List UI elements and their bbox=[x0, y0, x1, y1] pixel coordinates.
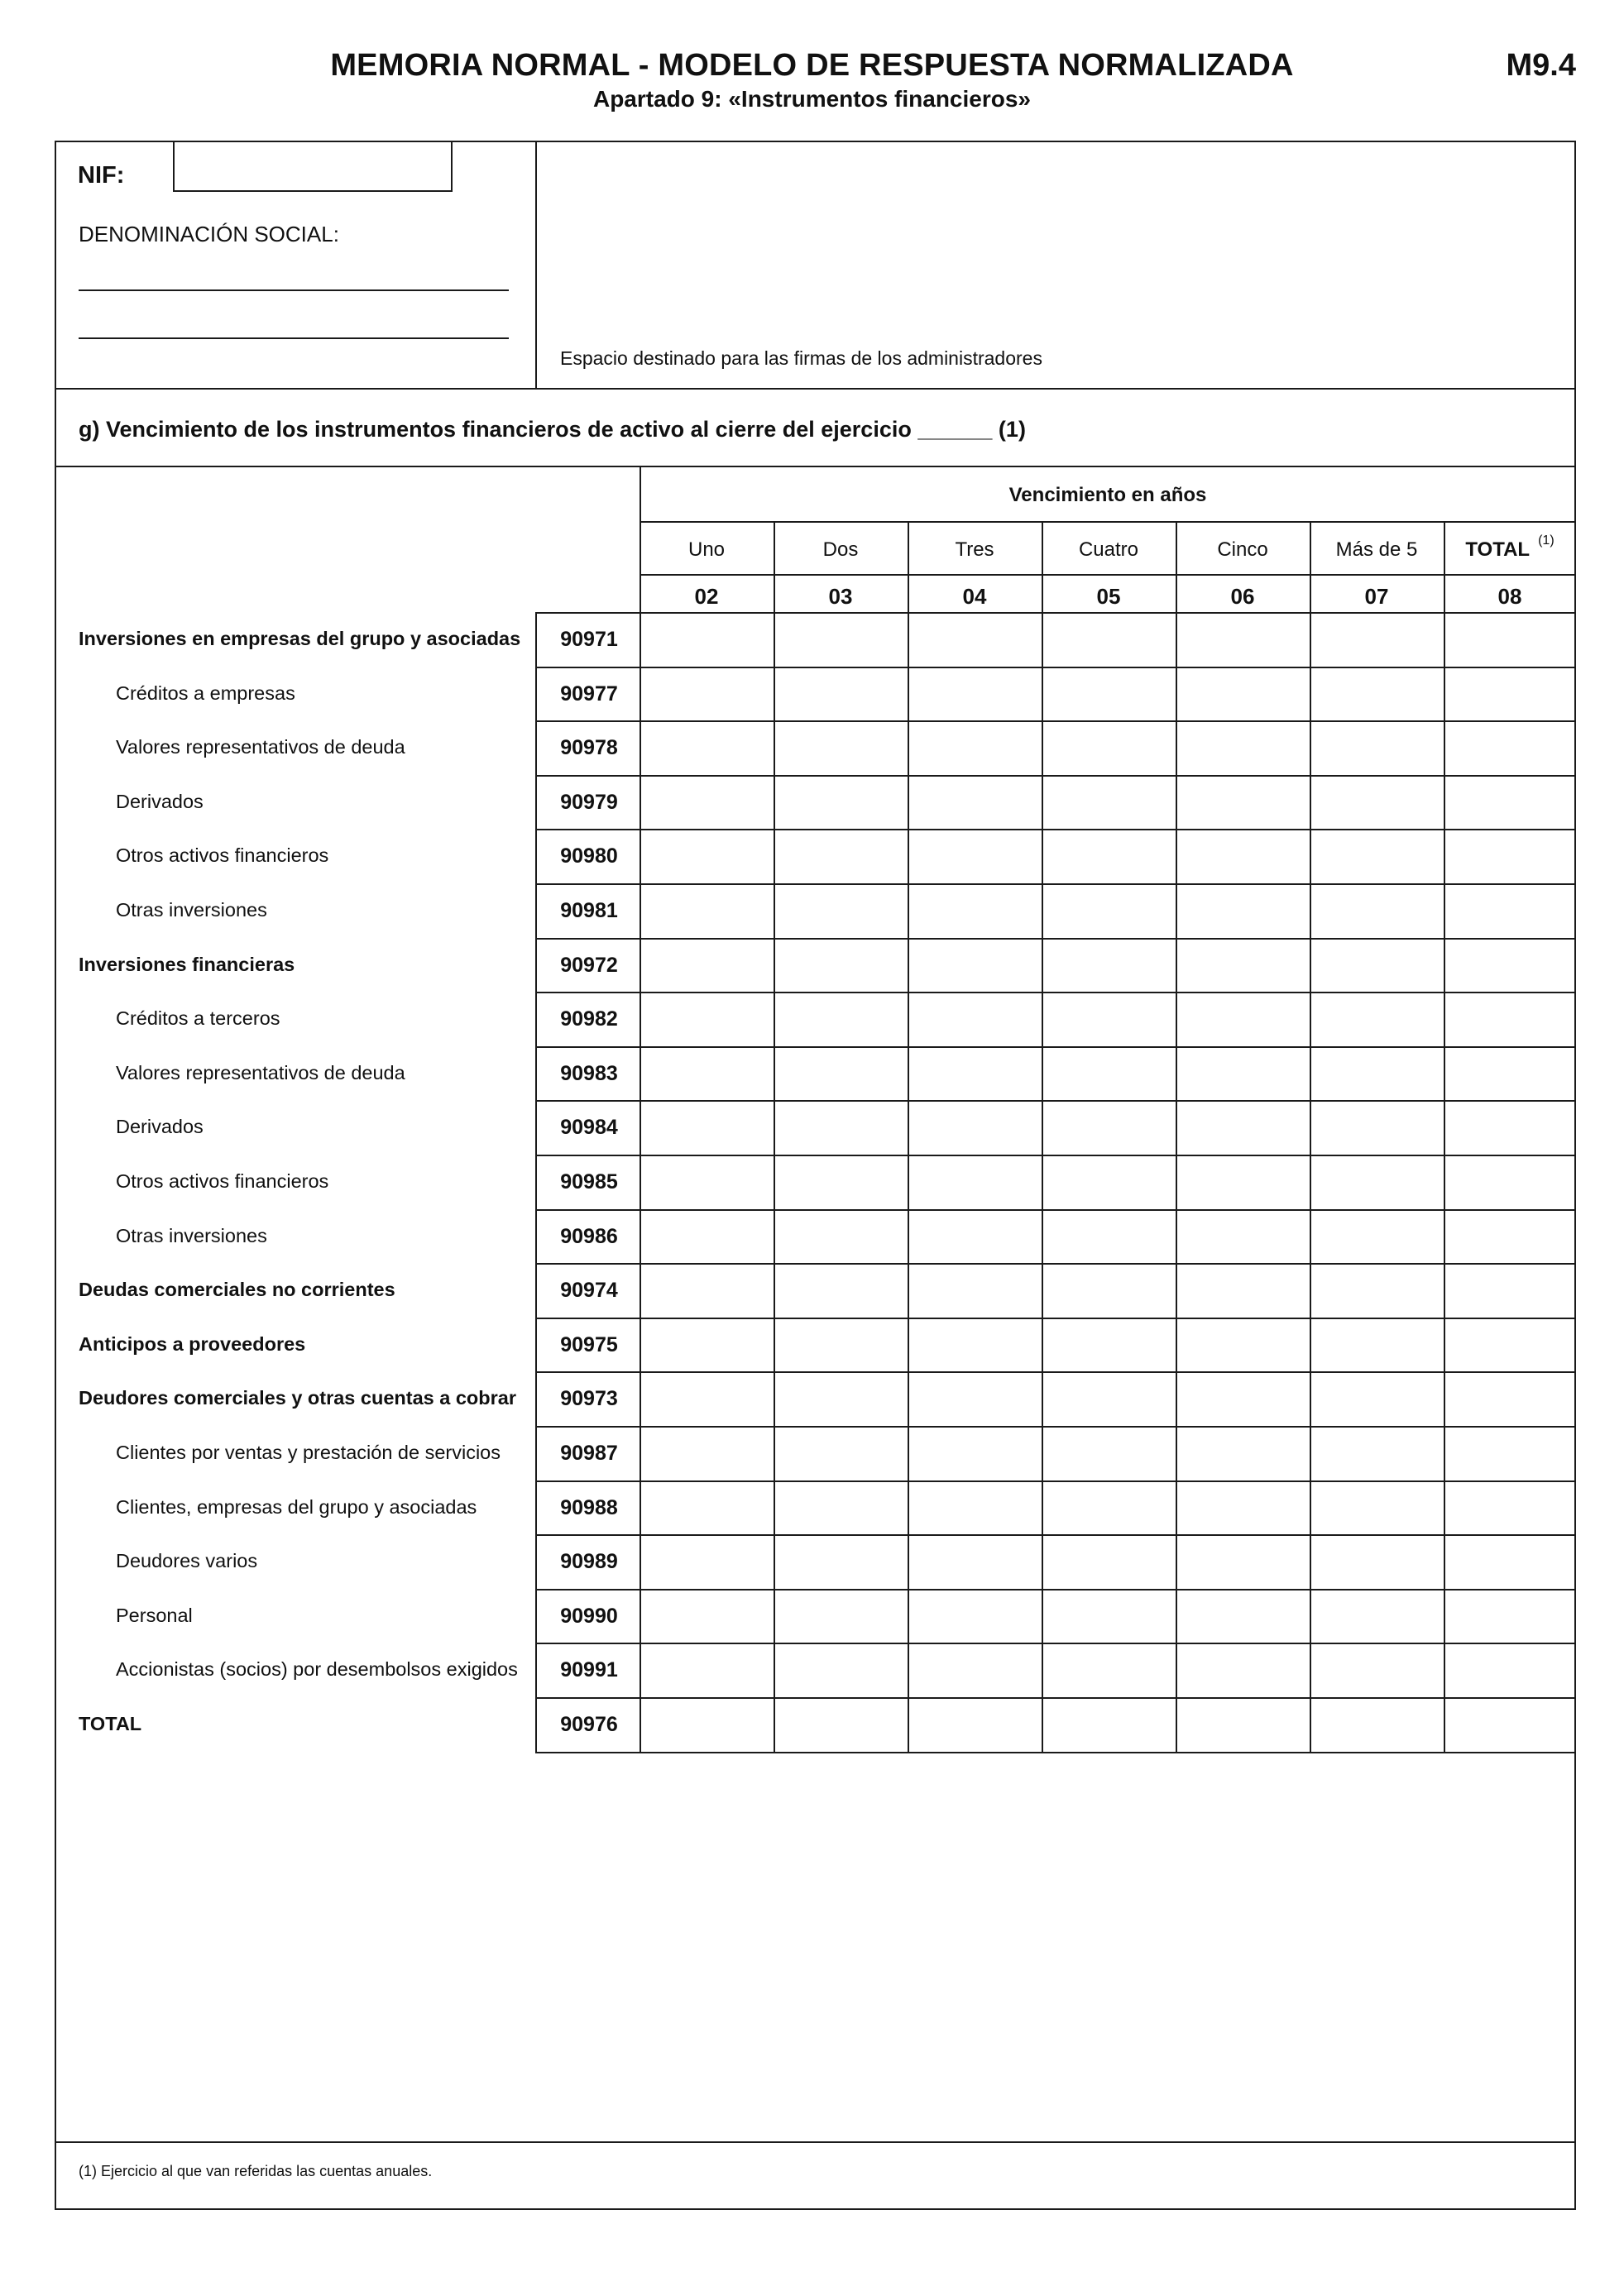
amount-input-cell[interactable] bbox=[642, 1428, 772, 1479]
column-code: 06 bbox=[1230, 584, 1255, 609]
column-divider bbox=[774, 521, 775, 1752]
amount-input-cell[interactable] bbox=[1178, 1428, 1308, 1479]
amount-input-cell[interactable] bbox=[1446, 1103, 1574, 1153]
section-title: g) Vencimiento de los instrumentos financieros de activo al cierre del ejercicio ______ (1) bbox=[79, 417, 1026, 442]
footnote-rule bbox=[55, 2141, 1576, 2143]
amount-input-cell[interactable] bbox=[1178, 1212, 1308, 1262]
amount-input-cell[interactable] bbox=[642, 1212, 772, 1262]
amount-input-cell[interactable] bbox=[776, 1428, 906, 1479]
amount-input-cell[interactable] bbox=[776, 1157, 906, 1208]
column-header-label: Tres bbox=[955, 538, 994, 561]
form-subtitle: Apartado 9: «Instrumentos financieros» bbox=[592, 86, 1031, 112]
column-divider bbox=[1042, 521, 1043, 1752]
header-rule-2 bbox=[640, 574, 1576, 576]
row-label: Créditos a empresas bbox=[116, 682, 295, 704]
amount-input-cell[interactable] bbox=[776, 669, 906, 720]
amount-input-cell[interactable] bbox=[1044, 777, 1174, 828]
amount-input-cell[interactable] bbox=[1044, 1265, 1174, 1316]
nif-label: NIF: bbox=[78, 162, 125, 189]
row-code: 90991 bbox=[560, 1658, 618, 1682]
amount-input-cell[interactable] bbox=[1178, 1537, 1308, 1587]
row-code: 90978 bbox=[560, 736, 618, 760]
amount-input-cell[interactable] bbox=[1178, 1700, 1308, 1750]
amount-input-cell[interactable] bbox=[910, 1265, 1040, 1316]
amount-input-cell[interactable] bbox=[910, 1537, 1040, 1587]
row-label: Personal bbox=[116, 1604, 193, 1626]
amount-input-cell[interactable] bbox=[1178, 1374, 1308, 1424]
amount-input-cell[interactable] bbox=[776, 1700, 906, 1750]
footnote-ref: (1) bbox=[1538, 533, 1555, 548]
amount-input-cell[interactable] bbox=[1044, 994, 1174, 1045]
amount-input-cell[interactable] bbox=[642, 1049, 772, 1099]
amount-input-cell[interactable] bbox=[910, 994, 1040, 1045]
denominacion-label: DENOMINACIÓN SOCIAL: bbox=[79, 222, 339, 246]
amount-input-cell[interactable] bbox=[1044, 1700, 1174, 1750]
row-label: Otros activos financieros bbox=[116, 844, 329, 867]
amount-input-cell[interactable] bbox=[1312, 1428, 1442, 1479]
row-code: 90988 bbox=[560, 1495, 618, 1519]
amount-input-cell[interactable] bbox=[642, 669, 772, 720]
row-label: Derivados bbox=[116, 1116, 204, 1138]
column-code: 07 bbox=[1364, 584, 1389, 609]
row-rule bbox=[535, 1100, 1576, 1102]
amount-input-cell[interactable] bbox=[1178, 1483, 1308, 1533]
row-code: 90980 bbox=[560, 844, 618, 868]
amount-input-cell[interactable] bbox=[910, 1103, 1040, 1153]
amount-input-cell[interactable] bbox=[1044, 1320, 1174, 1370]
amount-input-cell[interactable] bbox=[1446, 886, 1574, 936]
amount-input-cell[interactable] bbox=[642, 1103, 772, 1153]
amount-input-cell[interactable] bbox=[910, 1049, 1040, 1099]
row-rule bbox=[535, 1752, 1576, 1753]
row-label: Otras inversiones bbox=[116, 1224, 267, 1246]
amount-input-cell[interactable] bbox=[1312, 1537, 1442, 1587]
amount-input-cell[interactable] bbox=[910, 615, 1040, 665]
row-rule bbox=[535, 1318, 1576, 1319]
amount-input-cell[interactable] bbox=[776, 1537, 906, 1587]
row-label: Inversiones financieras bbox=[79, 953, 295, 975]
amount-input-cell[interactable] bbox=[776, 777, 906, 828]
amount-input-cell[interactable] bbox=[910, 831, 1040, 882]
row-rule bbox=[535, 1534, 1576, 1536]
amount-input-cell[interactable] bbox=[1312, 994, 1442, 1045]
row-rule bbox=[535, 992, 1576, 993]
amount-input-cell[interactable] bbox=[1446, 1374, 1574, 1424]
amount-input-cell[interactable] bbox=[1312, 777, 1442, 828]
row-label: Accionistas (socios) por desembolsos exigidos bbox=[116, 1658, 518, 1681]
column-header-label: Cinco bbox=[1217, 538, 1268, 561]
row-label: Deudores comerciales y otras cuentas a cobrar bbox=[79, 1387, 516, 1409]
denominacion-field-line-2[interactable] bbox=[79, 337, 509, 339]
amount-input-cell[interactable] bbox=[910, 669, 1040, 720]
firmas-area[interactable] bbox=[538, 142, 1574, 387]
row-code: 90990 bbox=[560, 1604, 618, 1628]
amount-input-cell[interactable] bbox=[642, 831, 772, 882]
amount-input-cell[interactable] bbox=[1044, 940, 1174, 991]
amount-input-cell[interactable] bbox=[1312, 723, 1442, 773]
rows-top-rule bbox=[535, 612, 1576, 614]
amount-input-cell[interactable] bbox=[1446, 1700, 1574, 1750]
amount-input-cell[interactable] bbox=[1446, 1537, 1574, 1587]
amount-input-cell[interactable] bbox=[1312, 669, 1442, 720]
amount-input-cell[interactable] bbox=[642, 1483, 772, 1533]
amount-input-cell[interactable] bbox=[1446, 1591, 1574, 1642]
amount-input-cell[interactable] bbox=[776, 615, 906, 665]
row-label: Deudores varios bbox=[116, 1550, 258, 1572]
row-code: 90973 bbox=[560, 1387, 618, 1411]
firmas-caption: Espacio destinado para las firmas de los administradores bbox=[560, 347, 1042, 369]
nif-field[interactable] bbox=[173, 141, 453, 192]
amount-input-cell[interactable] bbox=[1178, 1265, 1308, 1316]
amount-input-cell[interactable] bbox=[776, 886, 906, 936]
amount-input-cell[interactable] bbox=[1446, 994, 1574, 1045]
amount-input-cell[interactable] bbox=[1446, 1645, 1574, 1696]
amount-input-cell[interactable] bbox=[642, 723, 772, 773]
amount-input-cell[interactable] bbox=[1312, 1700, 1442, 1750]
row-rule bbox=[535, 938, 1576, 940]
amount-input-cell[interactable] bbox=[1446, 1212, 1574, 1262]
row-rule bbox=[535, 1426, 1576, 1428]
column-code: 02 bbox=[694, 584, 719, 609]
column-divider bbox=[908, 521, 909, 1752]
amount-input-cell[interactable] bbox=[1312, 1483, 1442, 1533]
amount-input-cell[interactable] bbox=[910, 1591, 1040, 1642]
amount-input-cell[interactable] bbox=[776, 1374, 906, 1424]
row-label: Otras inversiones bbox=[116, 899, 267, 921]
row-code: 90981 bbox=[560, 899, 618, 922]
amount-input-cell[interactable] bbox=[642, 1700, 772, 1750]
row-rule bbox=[535, 1209, 1576, 1211]
amount-input-cell[interactable] bbox=[776, 1049, 906, 1099]
table-left-border bbox=[640, 466, 641, 1752]
amount-input-cell[interactable] bbox=[910, 1374, 1040, 1424]
amount-input-cell[interactable] bbox=[776, 1483, 906, 1533]
amount-input-cell[interactable] bbox=[1178, 615, 1308, 665]
amount-input-cell[interactable] bbox=[1044, 1374, 1174, 1424]
amount-input-cell[interactable] bbox=[1312, 940, 1442, 991]
amount-input-cell[interactable] bbox=[776, 940, 906, 991]
row-rule bbox=[535, 1155, 1576, 1156]
amount-input-cell[interactable] bbox=[1178, 886, 1308, 936]
amount-input-cell[interactable] bbox=[910, 1212, 1040, 1262]
amount-input-cell[interactable] bbox=[1044, 831, 1174, 882]
amount-input-cell[interactable] bbox=[1446, 669, 1574, 720]
column-header bbox=[1310, 538, 1444, 562]
row-code: 90975 bbox=[560, 1332, 618, 1356]
amount-input-cell[interactable] bbox=[1044, 1483, 1174, 1533]
amount-input-cell[interactable] bbox=[776, 1645, 906, 1696]
row-rule bbox=[535, 1643, 1576, 1644]
amount-input-cell[interactable] bbox=[1446, 1483, 1574, 1533]
row-code: 90989 bbox=[560, 1550, 618, 1574]
amount-input-cell[interactable] bbox=[642, 777, 772, 828]
row-code: 90972 bbox=[560, 953, 618, 977]
amount-input-cell[interactable] bbox=[1044, 1157, 1174, 1208]
row-rule bbox=[535, 775, 1576, 777]
amount-input-cell[interactable] bbox=[1178, 1591, 1308, 1642]
column-code: 03 bbox=[828, 584, 853, 609]
amount-input-cell[interactable] bbox=[1178, 831, 1308, 882]
row-code: 90984 bbox=[560, 1116, 618, 1140]
row-code: 90976 bbox=[560, 1713, 618, 1736]
amount-input-cell[interactable] bbox=[642, 886, 772, 936]
row-rule bbox=[535, 829, 1576, 830]
amount-input-cell[interactable] bbox=[776, 831, 906, 882]
amount-input-cell[interactable] bbox=[1044, 1103, 1174, 1153]
column-code: 08 bbox=[1497, 584, 1522, 609]
row-rule bbox=[535, 667, 1576, 668]
amount-input-cell[interactable] bbox=[642, 1591, 772, 1642]
amount-input-cell[interactable] bbox=[1044, 886, 1174, 936]
amount-input-cell[interactable] bbox=[1044, 1537, 1174, 1587]
amount-input-cell[interactable] bbox=[1312, 1157, 1442, 1208]
amount-input-cell[interactable] bbox=[1178, 1320, 1308, 1370]
row-code: 90985 bbox=[560, 1170, 618, 1193]
amount-input-cell[interactable] bbox=[776, 994, 906, 1045]
footnote: (1) Ejercicio al que van referidas las cuentas anuales. bbox=[79, 2163, 433, 2179]
row-label: Inversiones en empresas del grupo y asociadas bbox=[79, 628, 521, 649]
amount-input-cell[interactable] bbox=[776, 1103, 906, 1153]
amount-input-cell[interactable] bbox=[1044, 1049, 1174, 1099]
amount-input-cell[interactable] bbox=[1446, 1265, 1574, 1316]
amount-input-cell[interactable] bbox=[642, 1645, 772, 1696]
amount-input-cell[interactable] bbox=[1446, 1049, 1574, 1099]
row-label: Clientes, empresas del grupo y asociadas bbox=[116, 1495, 477, 1518]
amount-input-cell[interactable] bbox=[1178, 940, 1308, 991]
amount-input-cell[interactable] bbox=[1178, 994, 1308, 1045]
row-label: Créditos a terceros bbox=[116, 1007, 280, 1030]
column-header-label: TOTAL bbox=[1465, 538, 1531, 561]
amount-input-cell[interactable] bbox=[776, 1320, 906, 1370]
amount-input-cell[interactable] bbox=[776, 723, 906, 773]
amount-input-cell[interactable] bbox=[1312, 1265, 1442, 1316]
denominacion-field-line-1[interactable] bbox=[79, 289, 509, 291]
column-divider bbox=[1176, 521, 1177, 1752]
column-header bbox=[774, 538, 908, 562]
column-header bbox=[908, 538, 1042, 562]
row-rule bbox=[535, 1046, 1576, 1048]
amount-input-cell[interactable] bbox=[1312, 1212, 1442, 1262]
row-label: Deudas comerciales no corrientes bbox=[79, 1279, 395, 1301]
form-code: M9.4 bbox=[1506, 48, 1576, 83]
row-code: 90983 bbox=[560, 1061, 618, 1085]
amount-input-cell[interactable] bbox=[910, 1320, 1040, 1370]
amount-input-cell[interactable] bbox=[642, 1265, 772, 1316]
amount-input-cell[interactable] bbox=[1178, 1645, 1308, 1696]
amount-input-cell[interactable] bbox=[776, 1212, 906, 1262]
row-label: Clientes por ventas y prestación de servicios bbox=[116, 1442, 501, 1463]
amount-input-cell[interactable] bbox=[1446, 940, 1574, 991]
amount-input-cell[interactable] bbox=[1446, 831, 1574, 882]
amount-input-cell[interactable] bbox=[1044, 1428, 1174, 1479]
amount-input-cell[interactable] bbox=[642, 994, 772, 1045]
amount-input-cell[interactable] bbox=[1446, 723, 1574, 773]
row-rule bbox=[535, 1480, 1576, 1482]
amount-input-cell[interactable] bbox=[1178, 777, 1308, 828]
row-rule bbox=[535, 883, 1576, 885]
amount-input-cell[interactable] bbox=[1044, 669, 1174, 720]
amount-input-cell[interactable] bbox=[1178, 669, 1308, 720]
amount-input-cell[interactable] bbox=[1446, 1428, 1574, 1479]
amount-input-cell[interactable] bbox=[1044, 1591, 1174, 1642]
row-label: TOTAL bbox=[79, 1713, 142, 1734]
amount-input-cell[interactable] bbox=[1312, 1049, 1442, 1099]
row-label: Anticipos a proveedores bbox=[79, 1332, 306, 1355]
column-header-label: Dos bbox=[822, 538, 859, 561]
amount-input-cell[interactable] bbox=[1312, 1645, 1442, 1696]
row-label: Derivados bbox=[116, 790, 204, 812]
amount-input-cell[interactable] bbox=[910, 1700, 1040, 1750]
amount-input-cell[interactable] bbox=[1044, 615, 1174, 665]
column-header bbox=[1176, 538, 1310, 562]
column-divider bbox=[1444, 521, 1445, 1752]
row-rule bbox=[535, 1263, 1576, 1265]
amount-input-cell[interactable] bbox=[910, 1483, 1040, 1533]
row-code: 90971 bbox=[560, 628, 618, 651]
row-code: 90986 bbox=[560, 1224, 618, 1248]
header-bottom-rule bbox=[55, 388, 1576, 390]
amount-input-cell[interactable] bbox=[1312, 1320, 1442, 1370]
header-divider bbox=[535, 141, 537, 389]
column-header-label: Uno bbox=[687, 538, 726, 561]
code-column-left-border bbox=[535, 612, 537, 1752]
amount-input-cell[interactable] bbox=[910, 723, 1040, 773]
header-rule-1 bbox=[640, 521, 1576, 523]
amount-input-cell[interactable] bbox=[910, 1428, 1040, 1479]
amount-input-cell[interactable] bbox=[1178, 1103, 1308, 1153]
amount-input-cell[interactable] bbox=[642, 615, 772, 665]
row-rule bbox=[535, 720, 1576, 722]
amount-input-cell[interactable] bbox=[1312, 886, 1442, 936]
amount-input-cell[interactable] bbox=[1312, 1374, 1442, 1424]
amount-input-cell[interactable] bbox=[910, 1645, 1040, 1696]
row-code: 90977 bbox=[560, 682, 618, 706]
amount-input-cell[interactable] bbox=[1178, 723, 1308, 773]
row-code: 90987 bbox=[560, 1442, 618, 1465]
amount-input-cell[interactable] bbox=[1044, 1212, 1174, 1262]
amount-input-cell[interactable] bbox=[642, 1320, 772, 1370]
column-divider bbox=[1310, 521, 1311, 1752]
column-code: 04 bbox=[962, 584, 987, 609]
amount-input-cell[interactable] bbox=[776, 1591, 906, 1642]
amount-input-cell[interactable] bbox=[1178, 1157, 1308, 1208]
row-rule bbox=[535, 1371, 1576, 1373]
row-code: 90982 bbox=[560, 1007, 618, 1031]
amount-input-cell[interactable] bbox=[1446, 1157, 1574, 1208]
amount-input-cell[interactable] bbox=[1446, 1320, 1574, 1370]
amount-input-cell[interactable] bbox=[776, 1265, 906, 1316]
column-header bbox=[1042, 538, 1176, 562]
amount-input-cell[interactable] bbox=[910, 1157, 1040, 1208]
amount-input-cell[interactable] bbox=[1446, 615, 1574, 665]
amount-input-cell[interactable] bbox=[642, 1157, 772, 1208]
row-rule bbox=[535, 1697, 1576, 1699]
column-header bbox=[1444, 533, 1576, 562]
row-rule bbox=[535, 1589, 1576, 1590]
form-title: MEMORIA NORMAL - MODELO DE RESPUESTA NORMALIZADA bbox=[330, 48, 1294, 83]
amount-input-cell[interactable] bbox=[1178, 1049, 1308, 1099]
amount-input-cell[interactable] bbox=[1312, 615, 1442, 665]
section-bottom-rule bbox=[55, 466, 1576, 467]
vencimiento-header: Vencimiento en años bbox=[1008, 484, 1207, 506]
amount-input-cell[interactable] bbox=[1044, 1645, 1174, 1696]
column-header bbox=[640, 538, 774, 562]
amount-input-cell[interactable] bbox=[910, 940, 1040, 991]
amount-input-cell[interactable] bbox=[1446, 777, 1574, 828]
row-label: Otros activos financieros bbox=[116, 1170, 329, 1192]
amount-input-cell[interactable] bbox=[642, 940, 772, 991]
row-code: 90974 bbox=[560, 1279, 618, 1303]
amount-input-cell[interactable] bbox=[1044, 723, 1174, 773]
column-code: 05 bbox=[1096, 584, 1121, 609]
row-code: 90979 bbox=[560, 790, 618, 814]
amount-input-cell[interactable] bbox=[1312, 1591, 1442, 1642]
column-header-label: Más de 5 bbox=[1335, 538, 1418, 561]
row-label: Valores representativos de deuda bbox=[116, 736, 405, 758]
amount-input-cell[interactable] bbox=[1312, 1103, 1442, 1153]
amount-input-cell[interactable] bbox=[910, 886, 1040, 936]
column-header-label: Cuatro bbox=[1078, 538, 1139, 561]
amount-input-cell[interactable] bbox=[1312, 831, 1442, 882]
amount-input-cell[interactable] bbox=[910, 777, 1040, 828]
amount-input-cell[interactable] bbox=[642, 1374, 772, 1424]
amount-input-cell[interactable] bbox=[642, 1537, 772, 1587]
row-label: Valores representativos de deuda bbox=[116, 1061, 405, 1083]
